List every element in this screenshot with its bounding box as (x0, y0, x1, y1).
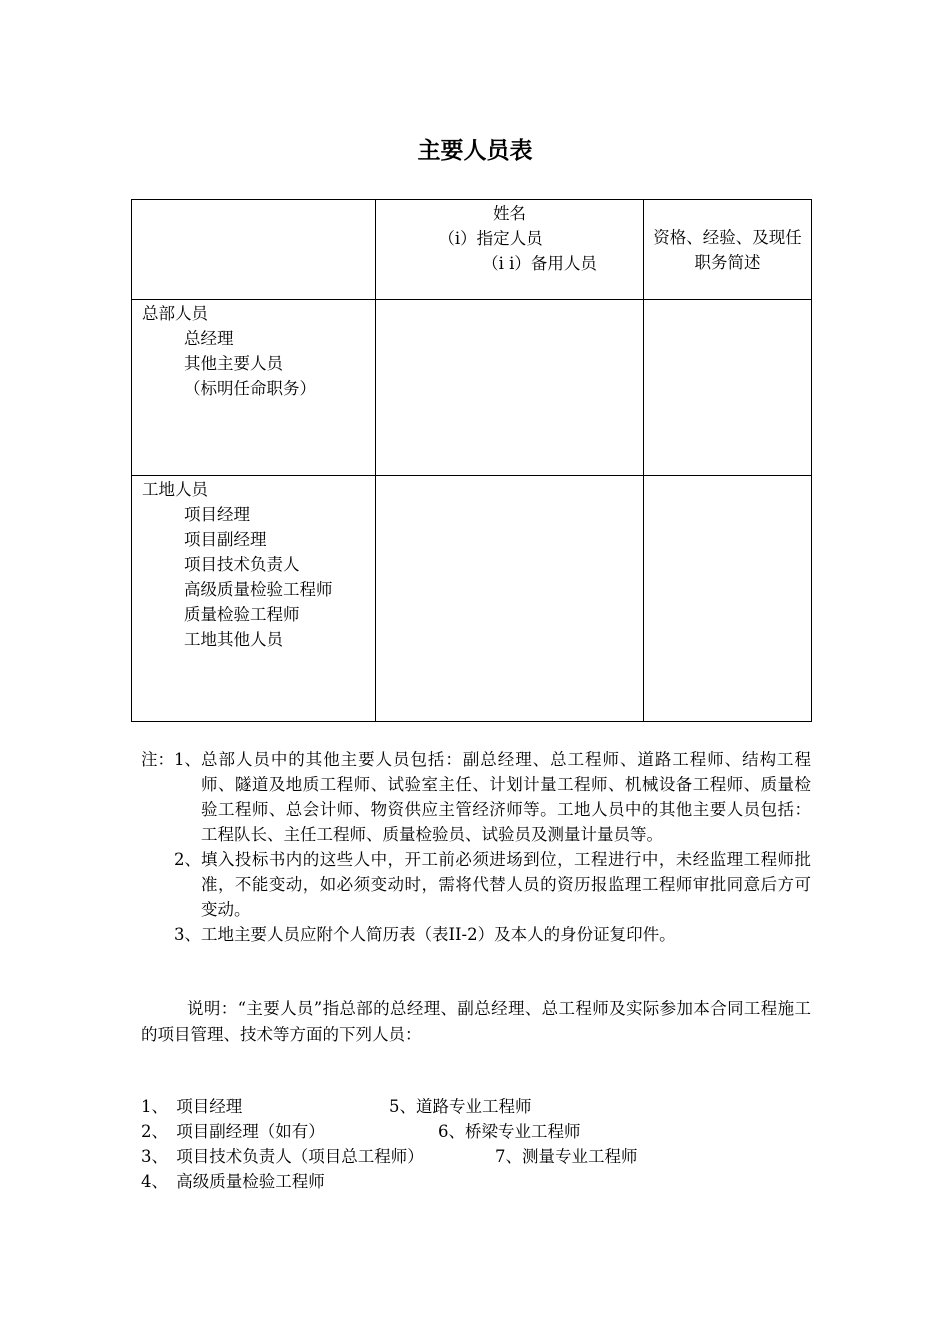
site-qualification-cell (644, 476, 812, 722)
hq-item: （标明任命职务） (184, 379, 316, 398)
site-name-cell (376, 476, 644, 722)
note-1-prefix: 注：1、 (141, 750, 201, 769)
header-empty-cell (132, 200, 376, 300)
site-item: 质量检验工程师 (184, 605, 300, 624)
hq-name-cell (376, 300, 644, 476)
site-category-cell (132, 476, 376, 722)
list-item: 2、 项目副经理（如有） (141, 1122, 325, 1141)
note-3 (141, 922, 811, 947)
note-1-text: 总部人员中的其他主要人员包括：副总经理、总工程师、道路工程师、结构工程师、隧道及地质工程师、试验室主任、计划计量工程师、机械设备工程师、质量检验工程师、总会计师、物资供应主管经济师等。工地人员中的其他主要人员包括：工程队长、主任工程师、质量检验员、试验员及测量计量员等。 (201, 750, 811, 844)
hq-item: 其他主要人员 (184, 354, 283, 373)
table-row-site (132, 476, 812, 722)
header-designated-line: （i）指定人员 (438, 229, 543, 248)
note-2 (141, 847, 811, 922)
header-alternate-line: （i i）备用人员 (482, 254, 597, 273)
note-3-text: 工地主要人员应附个人简历表（表II-2）及本人的身份证复印件。 (201, 925, 676, 944)
personnel-list (141, 1094, 811, 1194)
header-qualification-cell (644, 200, 812, 300)
table-header-row (132, 200, 812, 300)
list-item: 4、 高级质量检验工程师 (141, 1172, 325, 1191)
list-item: 3、 项目技术负责人（项目总工程师） (141, 1147, 424, 1166)
header-name-line: 姓名 (493, 204, 526, 223)
site-item: 项目经理 (184, 505, 250, 524)
hq-qualification-cell (644, 300, 812, 476)
site-item: 项目技术负责人 (184, 555, 300, 574)
list-item: 7、测量专业工程师 (495, 1147, 638, 1166)
list-row (141, 1169, 811, 1194)
header-name-cell (376, 200, 644, 300)
header-qualification-text: 资格、经验、及现任职务简述 (653, 227, 802, 272)
table-row-hq (132, 300, 812, 476)
site-item: 高级质量检验工程师 (184, 580, 333, 599)
hq-category-cell (132, 300, 376, 476)
site-item: 工地其他人员 (184, 630, 283, 649)
personnel-table (131, 199, 812, 722)
list-row (141, 1119, 811, 1144)
list-item: 6、桥梁专业工程师 (438, 1122, 581, 1141)
note-3-prefix: 3、 (174, 925, 201, 944)
site-heading: 工地人员 (142, 480, 208, 499)
list-item: 1、 项目经理 (141, 1097, 243, 1116)
list-item: 5、道路专业工程师 (389, 1097, 532, 1116)
explanation-paragraph: 说明：“主要人员”指总部的总经理、副总经理、总工程师及实际参加本合同工程施工的项目管理、技术等方面的下列人员： (141, 999, 811, 1044)
hq-heading: 总部人员 (142, 304, 208, 323)
list-row (141, 1094, 811, 1119)
note-1 (141, 747, 811, 847)
site-item: 项目副经理 (184, 530, 267, 549)
list-row (141, 1144, 811, 1169)
hq-item: 总经理 (184, 329, 234, 348)
note-2-prefix: 2、 (174, 850, 201, 869)
notes-section (141, 747, 811, 947)
page-title: 主要人员表 (417, 138, 533, 164)
note-2-text: 填入投标书内的这些人中，开工前必须进场到位，工程进行中，未经监理工程师批准，不能变动，如必须变动时，需将代替人员的资历报监理工程师审批同意后方可变动。 (201, 850, 811, 919)
